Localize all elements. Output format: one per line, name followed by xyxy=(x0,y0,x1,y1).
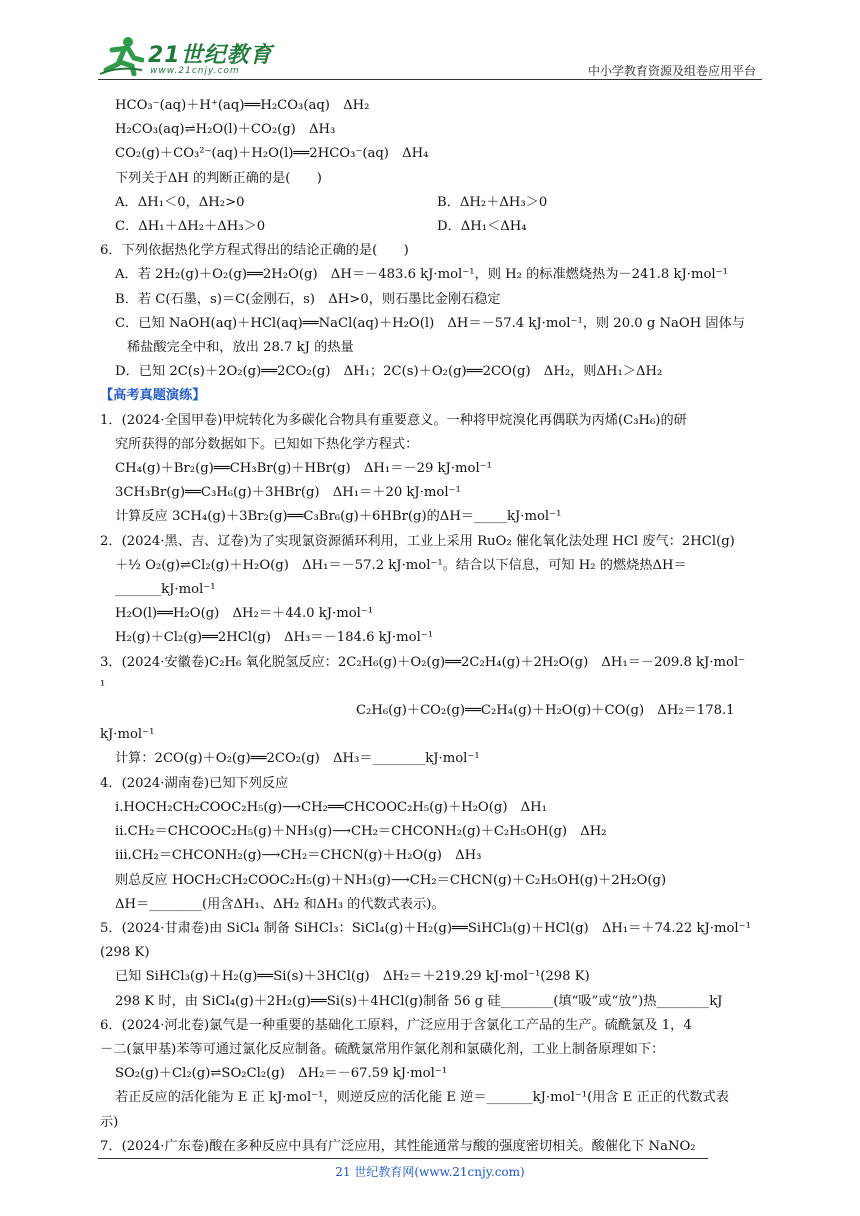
page-header xyxy=(98,34,760,80)
answer-option: B．ΔH₂＋ΔH₃＞0 xyxy=(437,194,548,210)
text-line: ⅱ.CH₂＝CHCOOC₂H₅(g)＋NH₃(g)⟶CH₂＝CHCONH₂(g)＋C₂H₅OH(g) ΔH₂ xyxy=(115,824,607,840)
text-line: 示) xyxy=(100,1114,119,1130)
text-line: 计算反应 3CH₄(g)＋3Br₂(g)══C₃Br₆(g)＋6HBr(g)的ΔH＝_____kJ·mol⁻¹ xyxy=(115,509,562,525)
text-line: C₂H₆(g)＋CO₂(g)══C₂H₄(g)＋H₂O(g)＋CO(g) ΔH₂＝178.1 xyxy=(356,703,735,719)
text-line: 6．(2024·河北卷)氯气是一种重要的基础化工原料，广泛应用于含氯化工产品的生产。硫酰氯及 1，4 xyxy=(100,1017,692,1033)
header-tagline: 中小学教育资源及组卷应用平台 xyxy=(587,64,756,78)
text-line: B．若 C(石墨，s)＝C(金刚石，s) ΔH>0，则石墨比金刚石稳定 xyxy=(115,291,501,307)
text-line: ΔH＝________(用含ΔH₁、ΔH₂ 和ΔH₃ 的代数式表示)。 xyxy=(115,896,445,912)
text-line: H₂O(l)══H₂O(g) ΔH₂＝＋44.0 kJ·mol⁻¹ xyxy=(115,606,374,622)
answer-option: D．ΔH₁＜ΔH₄ xyxy=(437,219,527,235)
answer-options-row xyxy=(100,215,770,239)
footer-divider xyxy=(98,1158,708,1159)
logo-text: 21世纪教育 xyxy=(148,43,273,68)
text-line: ⅰ.HOCH₂CH₂COOC₂H₅(g)⟶CH₂══CHCOOC₂H₅(g)＋H₂O(g) ΔH₁ xyxy=(115,799,547,815)
text-line: 下列关于ΔH 的判断正确的是( ) xyxy=(115,170,322,186)
text-line: 5．(2024·甘肃卷)由 SiCl₄ 制备 SiHCl₃：SiCl₄(g)＋H₂(g)══SiHCl₃(g)＋HCl(g) ΔH₁＝＋74.22 kJ·mol⁻¹ xyxy=(100,920,751,936)
text-line: 已知 SiHCl₃(g)＋H₂(g)══Si(s)＋3HCl(g) ΔH₂＝＋219.29 kJ·mol⁻¹(298 K) xyxy=(115,969,590,985)
text-line: C．已知 NaOH(aq)＋HCl(aq)══NaCl(aq)＋H₂O(l) ΔH＝－57.4 kJ·mol⁻¹，则 20.0 g NaOH 固体与 xyxy=(115,315,745,331)
text-line: CO₂(g)＋CO₃²⁻(aq)＋H₂O(l)══2HCO₃⁻(aq) ΔH₄ xyxy=(115,146,429,162)
answer-options-row xyxy=(100,191,770,215)
text-line: 究所获得的部分数据如下。已知如下热化学方程式： xyxy=(115,436,419,452)
answer-option: C．ΔH₁＋ΔH₂＋ΔH₃＞0 xyxy=(115,219,266,235)
site-logo[interactable] xyxy=(98,34,278,78)
text-line: 7．(2024·广东卷)酸在多种反应中具有广泛应用，其性能通常与酸的强度密切相关。酸催化下 NaNO₂ xyxy=(100,1138,696,1154)
page-footer: 21 世纪教育网(www.21cnjy.com) xyxy=(335,1165,525,1179)
runner-logo-icon xyxy=(98,36,144,76)
text-line: H₂(g)＋Cl₂(g)══2HCl(g) ΔH₃＝－184.6 kJ·mol⁻¹ xyxy=(115,630,434,646)
text-line: 3．(2024·安徽卷)C₂H₆ 氧化脱氢反应：2C₂H₆(g)＋O₂(g)══2C₂H₄(g)＋2H₂O(g) ΔH₁＝－209.8 kJ·mol⁻ xyxy=(100,654,746,670)
answer-option: A．ΔH₁＜0，ΔH₂>0 xyxy=(115,194,245,210)
text-line: 298 K 时，由 SiCl₄(g)＋2H₂(g)══Si(s)＋4HCl(g)制备 56 g 硅________(填“吸”或“放”)热________kJ xyxy=(115,993,723,1009)
text-line: 1．(2024·全国甲卷)甲烷转化为多碳化合物具有重要意义。一种将甲烷溴化再偶联为丙烯(C₃H₆)的研 xyxy=(100,412,687,428)
text-line: 稀盐酸完全中和，放出 28.7 kJ 的热量 xyxy=(127,340,354,356)
text-line: (298 K) xyxy=(100,945,150,961)
text-line: A．若 2H₂(g)＋O₂(g)══2H₂O(g) ΔH＝－483.6 kJ·mol⁻¹，则 H₂ 的标准燃烧热为－241.8 kJ·mol⁻¹ xyxy=(115,267,728,283)
text-line: D．已知 2C(s)＋2O₂(g)══2CO₂(g) ΔH₁；2C(s)＋O₂(g)══2CO(g) ΔH₂，则ΔH₁＞ΔH₂ xyxy=(115,364,663,380)
text-line: SO₂(g)＋Cl₂(g)⇌SO₂Cl₂(g) ΔH₂＝－67.59 kJ·mol⁻¹ xyxy=(115,1066,448,1082)
text-line: 3CH₃Br(g)══C₃H₆(g)＋3HBr(g) ΔH₁＝＋20 kJ·mol⁻¹ xyxy=(115,485,461,501)
text-line: 若正反应的活化能为 E 正 kJ·mol⁻¹，则逆反应的活化能 E 逆＝_______kJ·mol⁻¹(用含 E 正正的代数式表 xyxy=(115,1090,729,1106)
text-line: _______kJ·mol⁻¹ xyxy=(115,582,216,598)
text-line: 则总反应 HOCH₂CH₂COOC₂H₅(g)＋NH₃(g)⟶CH₂＝CHCN(g)＋C₂H₅OH(g)＋2H₂O(g) xyxy=(115,872,667,888)
text-line: 4．(2024·湖南卷)已知下列反应 xyxy=(100,775,289,791)
text-line: CH₄(g)＋Br₂(g)══CH₃Br(g)＋HBr(g) ΔH₁＝－29 kJ·mol⁻¹ xyxy=(115,461,492,477)
text-line: kJ·mol⁻¹ xyxy=(100,727,155,743)
text-line: 6．下列依据热化学方程式得出的结论正确的是( ) xyxy=(100,243,409,259)
text-line: HCO₃⁻(aq)＋H⁺(aq)══H₂CO₃(aq) ΔH₂ xyxy=(115,98,370,113)
logo-url: www.21cnjy.com xyxy=(150,66,240,76)
text-line: 2．(2024·黑、吉、辽卷)为了实现氯资源循环利用，工业上采用 RuO₂ 催化氧化法处理 HCl 废气：2HCl(g) xyxy=(100,533,735,549)
text-line: ＋½ O₂(g)⇌Cl₂(g)＋H₂O(g) ΔH₁＝－57.2 kJ·mol⁻¹。结合以下信息，可知 H₂ 的燃烧热ΔH＝ xyxy=(115,557,687,573)
section-heading: 【高考真题演练】 xyxy=(100,388,206,404)
text-line: 计算：2CO(g)＋O₂(g)══2CO₂(g) ΔH₃＝________kJ·mol⁻¹ xyxy=(115,751,480,767)
text-line: －二(氯甲基)苯等可通过氯化反应制备。硫酰氯常用作氯化剂和氯磺化剂，工业上制备原理如下： xyxy=(100,1041,665,1057)
text-line: H₂CO₃(aq)⇌H₂O(l)＋CO₂(g) ΔH₃ xyxy=(115,122,336,138)
header-divider xyxy=(98,79,762,80)
text-line: ¹ xyxy=(100,678,106,694)
document-body xyxy=(100,94,770,1159)
text-line: ⅲ.CH₂＝CHCONH₂(g)⟶CH₂＝CHCN(g)＋H₂O(g) ΔH₃ xyxy=(115,848,482,864)
